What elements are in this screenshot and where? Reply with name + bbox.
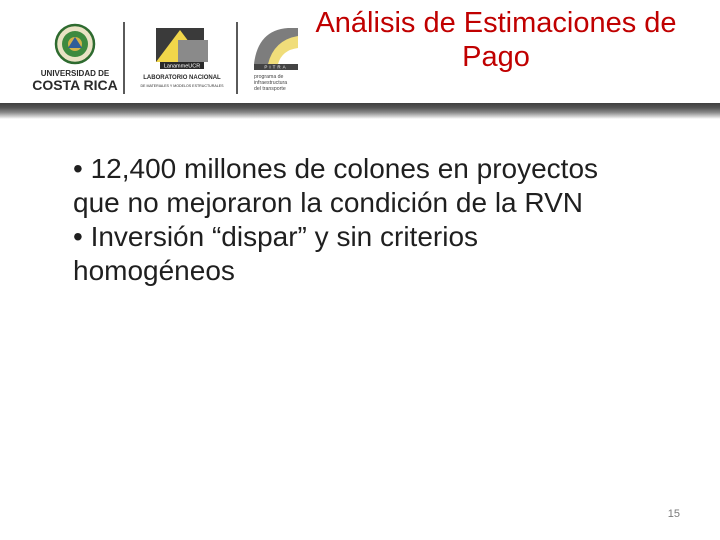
- slide-header: [0, 0, 720, 110]
- logo-divider: [236, 22, 238, 94]
- pitra-logo-line1: programa de: [254, 74, 284, 80]
- header-rule: [0, 103, 720, 119]
- bullet-list: [73, 152, 633, 288]
- slide-title-line1: Análisis de Estimaciones de: [315, 7, 677, 39]
- logo-divider: [123, 22, 125, 94]
- bullet-item: • 12,400 millones de colones en proyectos que no mejoraron la condición de la RVN: [73, 153, 599, 218]
- lanamme-logo-line2: DE MATERIALES Y MODELOS ESTRUCTURALES: [140, 84, 224, 88]
- lanamme-logo: [134, 22, 230, 94]
- slide-title-line2: Pago: [462, 41, 530, 73]
- page-number: 15: [667, 508, 680, 520]
- ucr-logo: [30, 22, 120, 94]
- ucr-logo-line2: COSTA RICA: [32, 77, 118, 93]
- lanamme-logo-name: LanammeUCR: [163, 63, 201, 70]
- ucr-logo-line1: UNIVERSIDAD DE: [40, 69, 110, 78]
- slide-title: [296, 6, 696, 74]
- pitra-logo-line2: infraestructura: [254, 80, 288, 86]
- pitra-logo-name: PITRA: [264, 64, 288, 70]
- lanamme-logo-line1: LABORATORIO NACIONAL: [143, 75, 221, 81]
- pitra-logo-line3: del transporte: [254, 86, 286, 92]
- bullet-item: • Inversión “dispar” y sin criterios homogéneos: [73, 221, 479, 286]
